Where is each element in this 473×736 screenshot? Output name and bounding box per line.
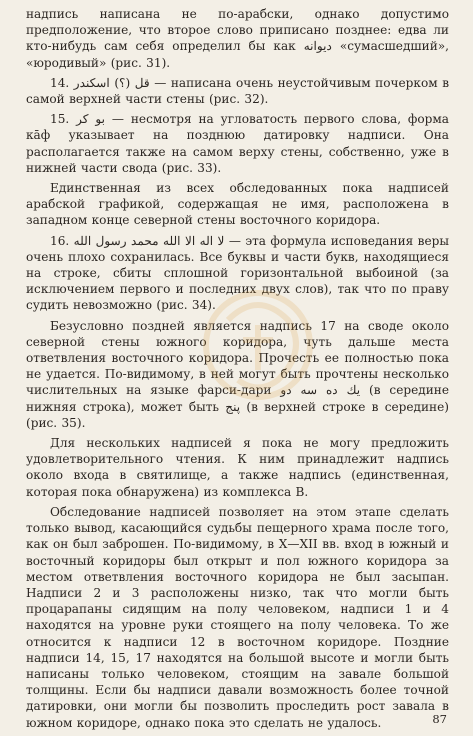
paragraph-2: 14. قل (؟) اسكندر — написана очень неустойчивым почерком в самой верхней части стены (рис. 32).: [26, 75, 450, 107]
page-number: 87: [432, 712, 447, 726]
paragraph-3: 15. بو كر — несмотря на угловатость первого слова, форма кāф указывает на позднюю датировку надписи. Она располагается также на самом верху стены, собственно, уже в нижней части свода (рис. 33).: [26, 112, 450, 175]
paragraph-4: Единственная из всех обследованных пока надписей арабской графикой, содержащая не имя, расположена в западном конце северной стены восточного коридора.: [26, 181, 449, 228]
paragraph-6: Безусловно поздней является надпись 17 на своде около северной стены южного коридора, чуть дальше места ответвления восточного коридора. Прочесть ее полностью пока не удается. По-видимому, в ней могут быть прочтены несколько числительных на языке фарси-дари يك ده سه دو (в середине нижняя строка), может быть پنج (в верхней строке в середине) (рис. 35).: [26, 318, 449, 430]
paragraph-7: Для нескольких надписей я пока не могу предложить удовлетворительного чтения. К ним принадлежит надпись около входа в святилище, а также надпись (единственная, которая пока обнаружена) из комплекса В.: [26, 436, 449, 499]
paragraph-1: надпись написана не по-арабски, однако допустимо предположение, что второе слово приписано позднее: едва ли кто-нибудь сам себя определил бы как ديوانه «сумасшедший», «юродивый» (рис. 31).: [26, 7, 450, 70]
paragraph-5: 16. لا اله الا الله محمد رسول الله — эта формула исповедания веры очень плохо сохранилась. Все буквы и части букв, находящиеся на строке, сбиты сплошной горизонтальной выбоиной (за исключением первого и последних двух слов), так что по праву судить невозможно (рис. 34).: [26, 233, 449, 313]
watermark-emblem: [168, 270, 348, 420]
paragraph-8: Обследование надписей позволяет на этом этапе сделать только вывод, касающийся судьбы пещерного храма после того, как он был заброшен. По-видимому, в X—XII вв. вход в южный и восточный коридоры был открыт и пол южного коридора за местом ответвления восточного коридора не был засыпан. Надписи 2 и 3 расположены низко, так что могли быть процарапаны сидящим на полу человеком, надписи 1 и 4 находятся на уровне руки стоящего на полу человека. То же относится к надписи 12 в восточном коридоре. Поздние надписи 14, 15, 17 находятся на большой высоте и могли быть написаны только человеком, стоящим на завале большой толщины. Если бы надписи давали возможность более точной датировки, они могли бы позволить проследить рост завала в южном коридоре, однако пока это сделать не удалось.: [26, 504, 449, 730]
